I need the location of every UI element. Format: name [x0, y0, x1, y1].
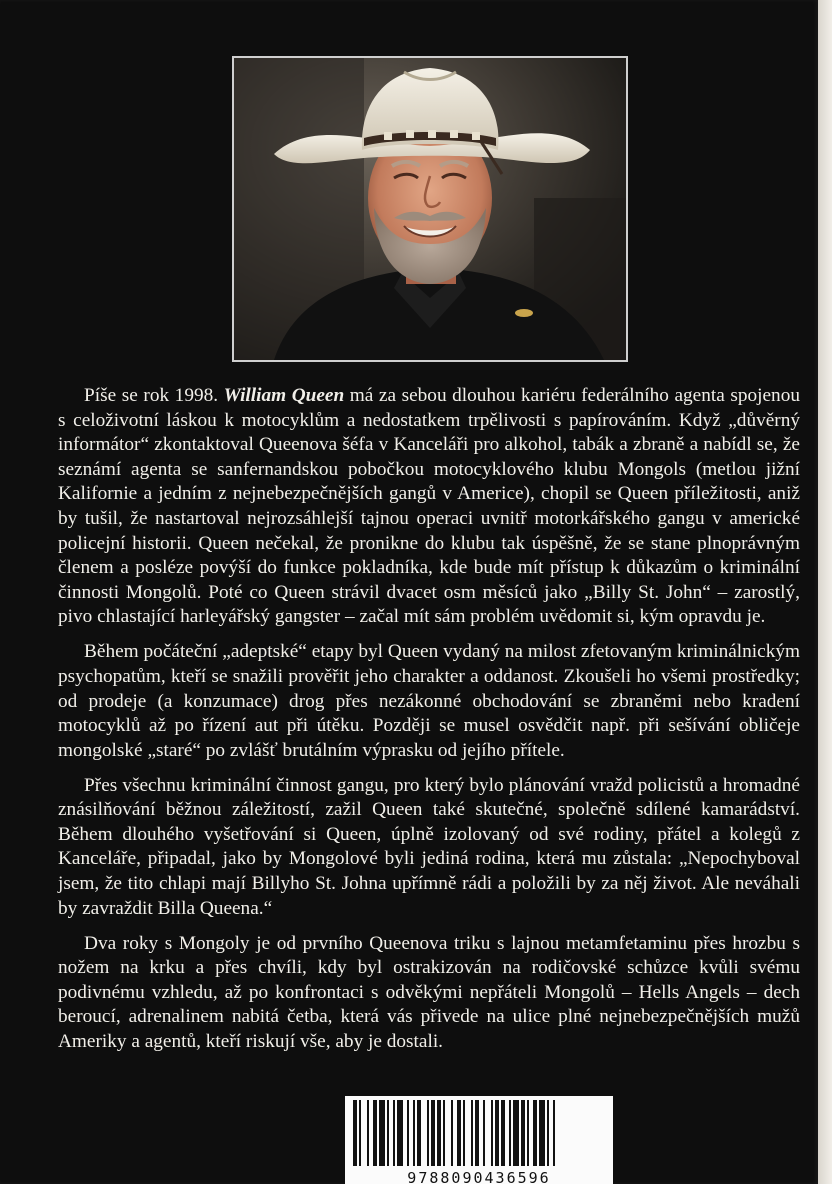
- isbn-digits: 9788090436596: [407, 1169, 551, 1184]
- author-name: William Queen: [223, 385, 345, 406]
- barcode-bars-icon: [345, 1096, 613, 1168]
- blurb-text: Píše se rok 1998.: [84, 385, 224, 406]
- blurb-paragraph-3: Přes všechnu kriminální činnost gangu, pro který bylo plánování vražd policistů a hromadné znásilňování běžnou záležitostí, zažil Queen také skutečné, společně sdílené kamarádství. Během dlouhého vyšetřování si Queen, úplně izolovaný od své rodiny, přátel a kolegů z Kanceláře, připadal, jako by Mongolové byli jediná rodina, která mu zůstala: „Nepochyboval jsem, že tito chlapi mají Billyho St. Johna upřímně rádi a položili by za něj život. Ale neváhali by zavraždit Billa Queena.“: [58, 774, 800, 919]
- author-photo: [232, 56, 628, 362]
- back-cover-blurb: [58, 384, 800, 1065]
- blurb-text: má za sebou dlouhou kariéru federálního agenta spojenou s celoživotní láskou k motocyklům a nedostatkem trpělivosti s papírováním. Když „důvěrný informátor“ zkontaktoval Queenova šéfa v Kanceláři pro alkohol, tabák a zbraně a nabídl se, že seznámí agenta se sanfernandskou pobočkou motocyklového klubu Mongols (metlou jižní Kalifornie a jedním z nejnebezpečnějších gangů v Americe), chopil se Queen příležitosti, aniž by tušil, že nastartoval nejrozsáhlejší tajnou operaci uvnitř motorkářského gangu v americké policejní historii. Queen nečekal, že pronikne do klubu tak úspěšně, že se stane plnoprávným členem a posléze povýší do funkce pokladníka, kde bude mít přístup k důkazům o kriminální činnosti Mongolů. Poté co Queen strávil dvacet osm měsíců jako „Billy St. John“ – zarostlý, pivo chlastající harleyářský gangster – začal mít sám problém uvědomit si, kým opravdu je.: [58, 385, 800, 628]
- isbn-barcode: [345, 1096, 613, 1184]
- blurb-paragraph-1: [58, 384, 800, 630]
- blurb-paragraph-2: Během počáteční „adeptské“ etapy byl Queen vydaný na milost zfetovaným kriminálnickým psychopatům, kteří se snažili prověřit jeho charakter a oddanost. Zkoušeli ho všemi prostředky; od prodeje (a konzumace) drog přes nezákonné obchodování se zbraněmi nebo kradení motocyklů až po řízení aut při útěku. Později se musel osvědčit např. při sešívání obličeje mongolské „staré“ po zvlášť brutálním výprasku od jejího přítele.: [58, 641, 800, 761]
- scan-edge: [818, 0, 832, 1184]
- cowboy-photo-illustration: [234, 58, 626, 360]
- blurb-paragraph-4: Dva roky s Mongoly je od prvního Queenova triku s lajnou metamfetaminu přes hrozbu s nožem na krku a přes chvíli, kdy byl ostrakizován na rodičovské schůzce kvůli svému podivnému vzhledu, až po konfrontaci s odvěkými nepřáteli Mongolů – Hells Angels – dech beroucí, adrenalinem nabitá četba, která vás přivede na ulice plné nejnebezpečnějších mužů Ameriky a agentů, kteří riskují vše, aby je dostali.: [58, 932, 800, 1053]
